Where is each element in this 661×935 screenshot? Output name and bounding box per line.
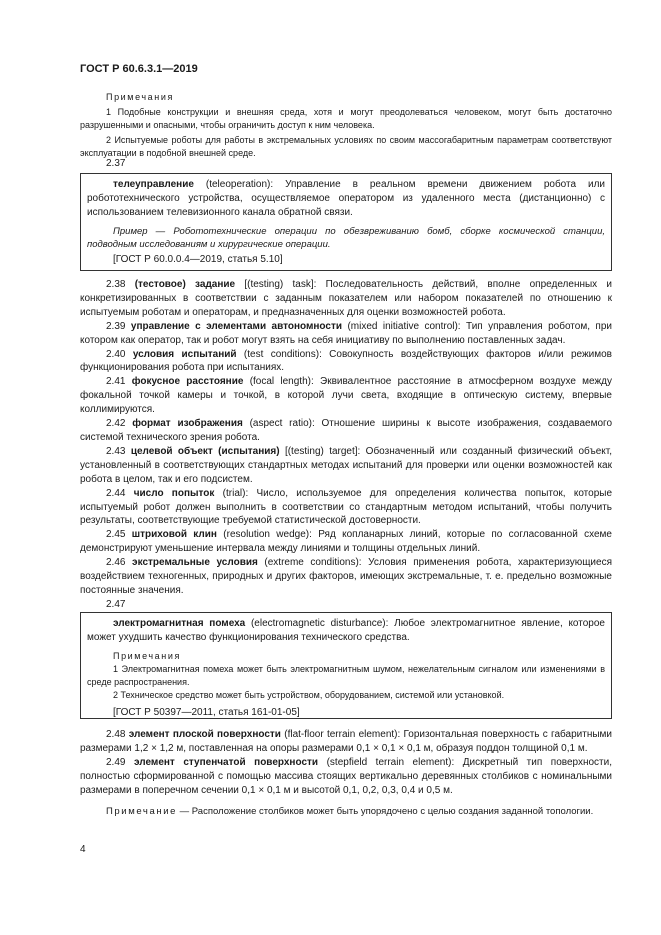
entry-2-49	[80, 756, 612, 798]
term-teleoperation: телеуправление	[113, 179, 194, 190]
entry-number-2-47: 2.47	[106, 599, 126, 610]
entry-term: условия испытаний	[132, 348, 237, 360]
notes-block	[80, 91, 612, 160]
final-note	[80, 805, 612, 818]
entry-text: (extreme conditions): Условия применения робота, характеризующиеся воздействием техногенных, природных и других факторов, имеющих экстремальные, т. е. предельно возможные постоянные значения.	[80, 557, 612, 596]
definition-2-47	[87, 617, 605, 645]
entry-number: 2.40	[106, 348, 126, 360]
entry-2-45	[80, 528, 612, 556]
entry-term: управление с элементами автономности	[130, 320, 343, 332]
entry-2-43	[80, 445, 612, 487]
entry-2-48	[80, 728, 612, 756]
note-item-2: 2 Техническое средство может быть устройством, оборудованием, системой или установкой.	[113, 689, 505, 700]
entry-number: 2.48	[106, 729, 126, 740]
source-2-47: [ГОСТ Р 50397—2011, статья 161-01-05]	[113, 706, 300, 718]
entry-number: 2.39	[106, 320, 126, 332]
entry-number: 2.41	[106, 376, 126, 388]
entry-term: фокусное расстояние	[131, 376, 244, 388]
note-item-2: 2 Испытуемые роботы для работы в экстремальных условиях по своим массогабаритным параметрам соответствуют эксплуатации в подобной внешней среде.	[80, 135, 612, 158]
entry-term: (тестовое) задание	[134, 279, 236, 290]
entry-2-42	[80, 417, 612, 445]
entry-term: целевой объект (испытания)	[130, 445, 280, 457]
entry-term: экстремальные условия	[132, 557, 258, 569]
page-number: 4	[80, 844, 86, 855]
final-note-text: — Расположение столбиков может быть упорядочено с целью создания заданной топологии.	[177, 805, 594, 817]
entry-text: (trial): Число, используемое для определения количества попыток, которые испытуемый робот должен выполнить в соответствии со стандартным методом испытаний, чтобы получить результаты, соответствующие требуемой статистической достоверности.	[80, 487, 613, 527]
entry-number: 2.38	[106, 279, 126, 290]
notes-title: Примечания	[106, 92, 174, 102]
definition-2-37	[87, 178, 605, 220]
entry-term: элемент ступенчатой поверхности	[134, 756, 319, 768]
entry-number: 2.44	[106, 487, 126, 499]
definition-box-2-47	[80, 612, 612, 719]
entries-list	[80, 278, 612, 598]
entry-number: 2.45	[106, 529, 126, 541]
entry-text: (aspect ratio): Отношение ширины к высоте изображения, создаваемого системой технического зрения робота.	[80, 418, 613, 443]
example-text: Пример — Робототехнические операции по обезвреживанию бомб, сборке космической станции, подводным исследованиям и хирургические операции.	[87, 225, 605, 250]
entry-term: число попыток	[133, 487, 215, 499]
entry-text: (focal length): Эквивалентное расстояние в атмосферном воздухе между фокальной точкой камеры и точкой, в которой лучи света, входящие в оптическую систему, впервые коллимируются.	[80, 376, 613, 416]
entry-text: (mixed initiative control): Тип управления роботом, при котором как оператор, так и робот могут взять на себя инициативу по выполнению поставленных задач.	[80, 320, 612, 346]
example-2-37	[87, 225, 605, 251]
entry-number-2-37: 2.37	[106, 158, 126, 169]
entries-list-2	[80, 728, 612, 818]
entry-2-40	[80, 348, 612, 376]
entry-2-38	[80, 278, 612, 320]
definition-text: (teleoperation): Управление в реальном времени движением робота или робототехнического устройства, осуществляемое оператором из удаленного места (дистанционно) с использованием телевизионного канала обратной связи.	[87, 179, 605, 218]
entry-text: [(testing) target]: Обозначенный или созданный физический объект, установленный в соответствующих стандартных методах испытаний для проверки или оценки возможностей как робота в целом, так и его подсистем.	[80, 445, 612, 485]
entry-number: 2.43	[106, 445, 126, 457]
final-note-label: Примечание	[106, 805, 177, 817]
entry-2-46	[80, 556, 612, 598]
entry-2-41	[80, 375, 612, 417]
entry-text: (resolution wedge): Ряд копланарных линий, которые по согласованной схеме демонстрируют уменьшение интервала между линиями и толщины отдельных линий.	[80, 529, 612, 555]
entry-term: элемент плоской поверхности	[128, 729, 281, 740]
note-item-1: 1 Электромагнитная помеха может быть электромагнитным шумом, нежелательным сигналом или изменениями в среде распространения.	[87, 663, 605, 687]
source-2-37: [ГОСТ Р 60.0.0.4—2019, статья 5.10]	[113, 253, 283, 265]
entry-number: 2.42	[106, 418, 126, 430]
term-electromagnetic-disturbance: электромагнитная помеха	[113, 618, 246, 629]
document-header: ГОСТ Р 60.6.3.1—2019	[80, 63, 198, 75]
entry-2-39	[80, 320, 612, 348]
entry-2-44	[80, 487, 612, 529]
entry-term: штриховой клин	[131, 529, 217, 541]
definition-box-2-37	[80, 173, 612, 271]
entry-text: (test conditions): Совокупность воздействующих факторов и/или режимов функционирования робота при испытаниях.	[80, 348, 612, 374]
entry-term: формат изображения	[132, 418, 243, 430]
entry-text: (flat-floor terrain element): Горизонтальная поверхность с габаритными размерами 1,2 × 1,2 м, поставленная на опоры размерами 0,1 × 0,1 × 0,1 м, образуя поддон толщиной 0,1 м.	[80, 729, 612, 754]
definition-text: (electromagnetic disturbance): Любое электромагнитное явление, которое может ухудшить качество функционирования технического средства.	[87, 618, 605, 643]
entry-number: 2.49	[106, 756, 126, 768]
notes-title: Примечания	[113, 650, 181, 661]
entry-text: (stepfield terrain element): Дискретный тип поверхности, полностью сформированной с помощью массива стоящих вертикально деревянных столбиков с номинальными размерами в поперечном сечении 0,1 × 0,1 м и высотой 0,1, 0,2, 0,3, 0,4 и 0,5 м.	[80, 756, 612, 796]
note-item-1: 1 Подобные конструкции и внешняя среда, хотя и могут преодолеваться человеком, могут быть достаточно разрушенными и опасными, чтобы ограничить доступ к ним человека.	[80, 107, 612, 130]
entry-number: 2.46	[106, 557, 126, 569]
entry-text: [(testing) task]: Последовательность действий, вполне определенных и конкретизированных в соответствии с заданным показателем или набором показателей по отношению к испытуемым роботам и операторам, и предназначенных для оценки возможностей робота.	[80, 279, 612, 318]
